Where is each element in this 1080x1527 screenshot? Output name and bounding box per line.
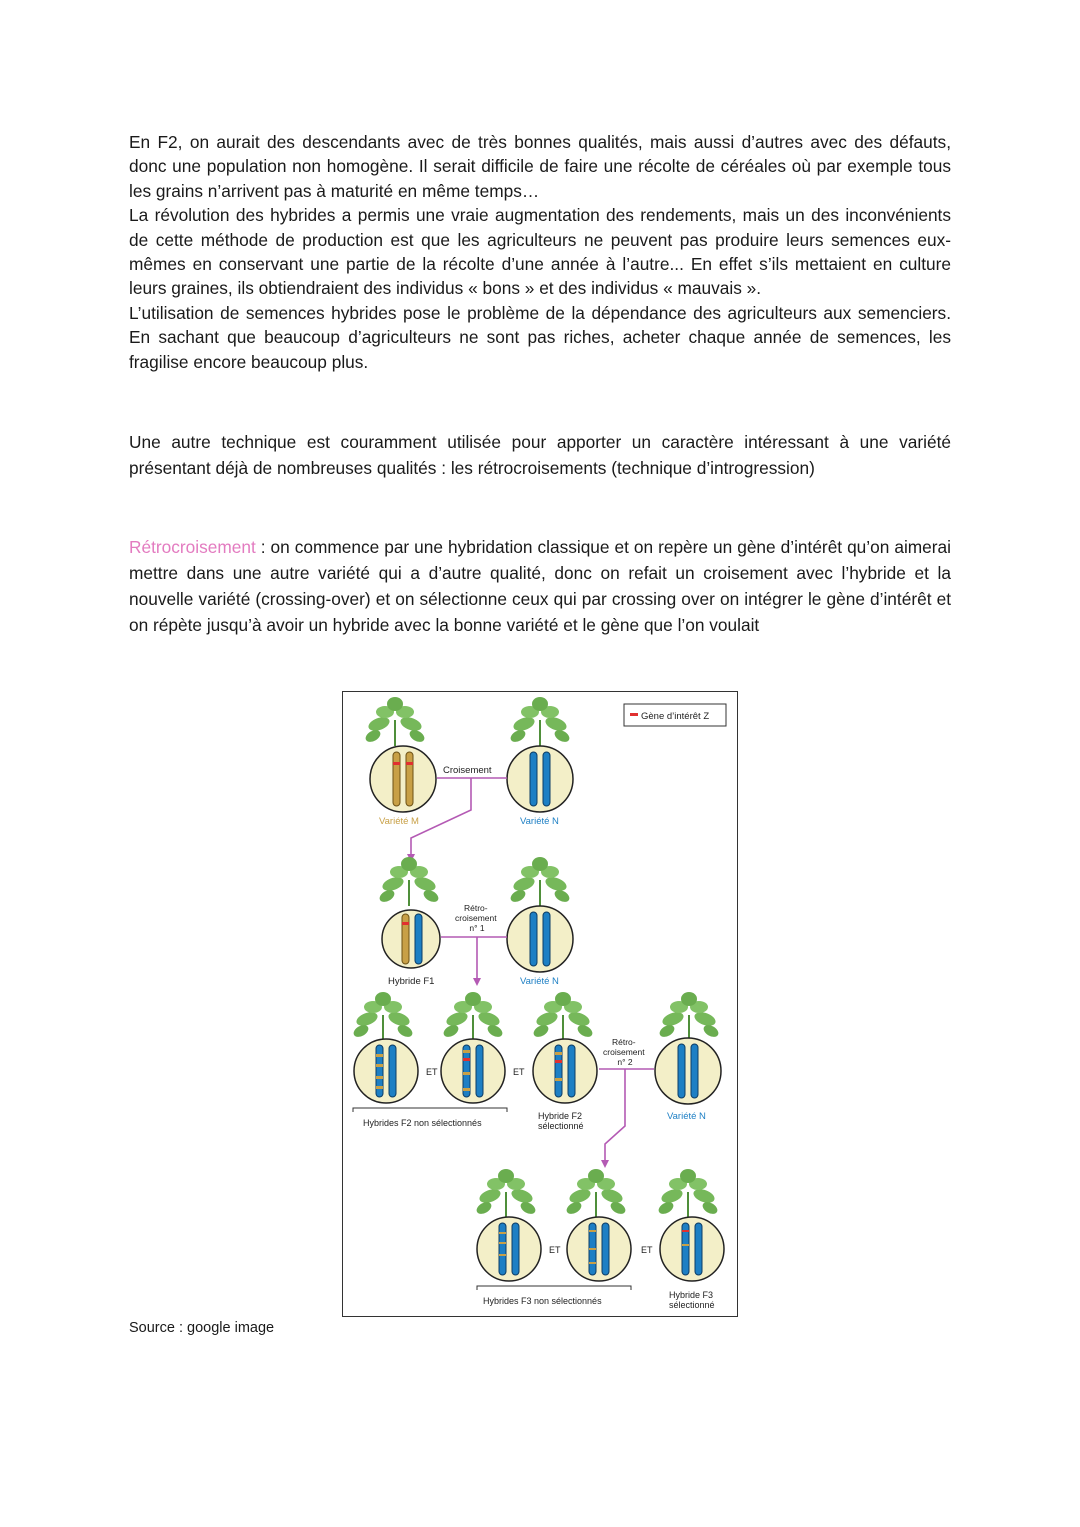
variety-n-label: Variété N: [520, 976, 559, 987]
cell-hybrid-f1: [382, 910, 440, 968]
et-label: ET: [549, 1245, 561, 1255]
cell-hybrid-f3: [477, 1217, 541, 1281]
source-caption: Source : google image: [129, 1320, 275, 1336]
legend: [624, 704, 726, 726]
cell-variety-n: [507, 906, 573, 972]
text-block-hybrids: [129, 130, 951, 374]
variety-n-label: Variété N: [667, 1111, 706, 1122]
hybrid-f2-selected-label: Hybride F2 sélectionné: [538, 1111, 584, 1131]
paragraph-backcross-intro: Une autre technique est couramment utilisée pour apporter un caractère intéressant à une variété présentant déjà de nombreuses qualités : les rétrocroisements (technique d’introgression): [129, 432, 951, 478]
plant-icon: [442, 992, 505, 1041]
cell-hybrid-f2: [354, 1039, 418, 1103]
cell-hybrid-f3: [567, 1217, 631, 1281]
definition-paragraph: [129, 534, 951, 638]
plant-icon: [364, 697, 427, 746]
definition-block: [129, 534, 951, 638]
plant-icon: [475, 1169, 538, 1218]
backcross1-label: Rétro- croisement n° 1: [455, 903, 497, 933]
plant-icon: [352, 992, 415, 1041]
cross-label: Croisement: [443, 765, 492, 776]
definition-text: : on commence par une hybridation classique et on repère un gène d’intérêt qu’on aimerai mettre dans une autre variété qui a d’autre qualité, donc on refait un croisement avec l’hybride et la nouvelle variété (crossing-over) et on sélectionne ceux qui par crossing over on intégrer le gène d’intérêt et on répète jusqu’à avoir un hybride avec la bonne variété et le gène que l’on voulait: [129, 537, 951, 635]
variety-n-label: Variété N: [520, 816, 559, 827]
et-label: ET: [426, 1067, 438, 1077]
backcross2-label: Rétro- croisement n° 2: [603, 1037, 645, 1067]
cell-hybrid-f2-selected: [533, 1039, 597, 1103]
cell-variety-m: [370, 746, 436, 812]
gene-legend-swatch: [630, 713, 638, 716]
hybrids-f3-unselected-label: Hybrides F3 non sélectionnés: [483, 1296, 602, 1306]
plant-icon: [378, 857, 441, 906]
plant-icon: [658, 992, 721, 1041]
text-block-backcross-intro: [129, 429, 951, 481]
plant-icon: [509, 697, 572, 746]
et-label: ET: [513, 1067, 525, 1077]
cell-hybrid-f2: [441, 1039, 505, 1103]
hybrid-f3-selected-label: Hybride F3 sélectionné: [669, 1290, 715, 1310]
plant-icon: [509, 857, 572, 906]
paragraph-dependency: L’utilisation de semences hybrides pose le problème de la dépendance des agriculteurs aux semenciers. En sachant que beaucoup d’agriculteurs ne sont pas riches, acheter chaque année de semences, les fragilise encore beaucoup plus.: [129, 302, 951, 372]
hybrids-f2-unselected-label: Hybrides F2 non sélectionnés: [363, 1118, 482, 1128]
cell-variety-n: [507, 746, 573, 812]
definition-term: Rétrocroisement: [129, 537, 256, 557]
hybrid-f1-label: Hybride F1: [388, 976, 435, 987]
paragraph-hybrid-revolution: La révolution des hybrides a permis une vraie augmentation des rendements, mais un des inconvénients de cette méthode de production est que les agriculteurs ne peuvent pas produire leurs semences eux-mêmes en conservant une partie de la récolte d’une année à l’autre... En effet s’ils mettaient en culture leurs graines, ils obtiendraient des individus « bons » et des individus « mauvais ».: [129, 205, 951, 299]
cell-hybrid-f3-selected: [660, 1217, 724, 1281]
backcross-diagram: [342, 691, 738, 1317]
et-label: ET: [641, 1245, 653, 1255]
plant-icon: [565, 1169, 628, 1218]
plant-icon: [657, 1169, 720, 1218]
legend-label: Gène d’intérêt Z: [641, 711, 710, 722]
paragraph-f2: En F2, on aurait des descendants avec de très bonnes qualités, mais aussi d’autres avec des défauts, donc une population non homogène. Il serait difficile de faire une récolte de céréales où par exemple tous les grains n’arrivent pas à maturité en même temps…: [129, 132, 951, 201]
plant-icon: [532, 992, 595, 1041]
variety-m-label: Variété M: [379, 816, 419, 827]
cell-variety-n: [655, 1038, 721, 1104]
